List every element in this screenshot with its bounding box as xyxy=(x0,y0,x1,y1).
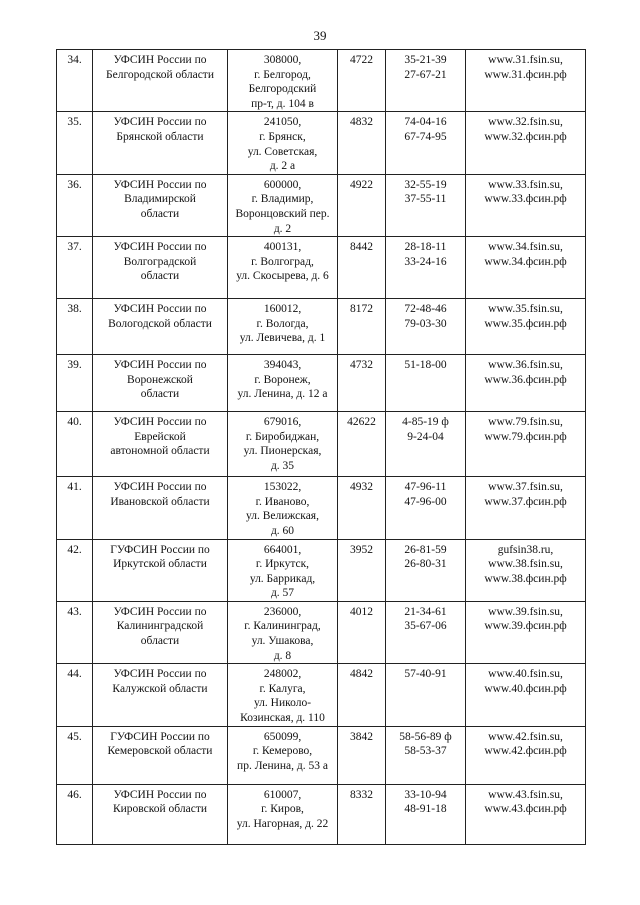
postal-address-line: г. Вологда, xyxy=(256,317,309,330)
phone-numbers-cell xyxy=(386,412,466,477)
row-number-cell: 35. xyxy=(57,112,93,174)
postal-address-cell xyxy=(228,412,338,477)
websites-line: www.38.fsin.su, xyxy=(488,558,563,571)
postal-address-line: 664001, xyxy=(263,543,302,556)
table-row xyxy=(57,50,586,112)
department-name-line: УФСИН России по xyxy=(113,241,207,254)
phone-code-cell: 8172 xyxy=(338,299,386,355)
postal-address-line: ул. Велижская, xyxy=(246,510,319,523)
websites-line: gufsin38.ru, xyxy=(497,543,554,556)
postal-address-cell xyxy=(228,112,338,174)
row-number-cell: 45. xyxy=(57,726,93,784)
phone-code-cell: 4932 xyxy=(338,477,386,539)
phone-numbers-cell xyxy=(386,355,466,412)
postal-address-line: 394043, xyxy=(263,359,302,372)
postal-address-line: г. Биробиджан, xyxy=(245,430,320,443)
department-name-line: ГУФСИН России по xyxy=(110,543,210,556)
postal-address-line: 160012, xyxy=(263,303,302,316)
table-row xyxy=(57,299,586,355)
phone-numbers-cell xyxy=(386,784,466,844)
postal-address-line: ул. Пионерская, xyxy=(243,445,322,458)
postal-address-line: ул. Советская, xyxy=(247,145,318,158)
department-name-line: УФСИН России по xyxy=(113,605,207,618)
department-name-line: Ивановской области xyxy=(110,495,210,508)
phone-numbers-line: 26-80-31 xyxy=(404,558,447,571)
row-number-cell: 46. xyxy=(57,784,93,844)
table-row xyxy=(57,112,586,174)
department-name-line: Калужской области xyxy=(112,682,208,695)
department-name-line: УФСИН России по xyxy=(113,178,207,191)
websites-line: www.39.фсин.рф xyxy=(484,620,567,633)
row-number-cell: 34. xyxy=(57,50,93,112)
postal-address-line: г. Киров, xyxy=(261,803,304,816)
websites-line: www.31.фсин.рф xyxy=(484,68,567,81)
phone-numbers-line: 4-85-19 ф xyxy=(402,416,449,429)
websites-line: www.40.фсин.рф xyxy=(484,682,567,695)
postal-address-line: д. 2 xyxy=(273,222,292,235)
table-row xyxy=(57,477,586,539)
phone-numbers-cell xyxy=(386,112,466,174)
table-row xyxy=(57,174,586,236)
phone-numbers-cell xyxy=(386,299,466,355)
websites-line: www.35.фсин.рф xyxy=(484,317,567,330)
websites-line: www.33.fsin.su, xyxy=(488,178,563,191)
postal-address-line: 600000, xyxy=(263,178,302,191)
postal-address-line: 679016, xyxy=(263,416,302,429)
department-name-line: УФСИН России по xyxy=(113,481,207,494)
postal-address-line: 650099, xyxy=(263,730,302,743)
phone-code-cell: 8442 xyxy=(338,237,386,299)
postal-address-line: пр. Ленина, д. 53 а xyxy=(237,759,328,772)
phone-numbers-line: 35-21-39 xyxy=(404,54,447,66)
websites-line: www.32.фсин.рф xyxy=(484,130,567,143)
phone-code-cell: 4732 xyxy=(338,355,386,412)
department-name-line: Владимирской xyxy=(124,193,196,206)
table-row xyxy=(57,237,586,299)
phone-numbers-cell xyxy=(386,539,466,601)
postal-address-line: ул. Ленина, д. 12 а xyxy=(237,388,328,401)
websites-line: www.79.fsin.su, xyxy=(488,416,563,429)
postal-address-line: г. Белгород, xyxy=(254,68,311,81)
postal-address-line: г. Калуга, xyxy=(259,682,306,695)
department-name-line: УФСИН России по xyxy=(113,416,207,429)
department-name-cell xyxy=(93,784,228,844)
postal-address-cell xyxy=(228,299,338,355)
postal-address-line: ул. Баррикад, xyxy=(249,572,316,585)
postal-address-line: г. Волгоград, xyxy=(251,255,314,268)
department-name-line: Иркутской области xyxy=(113,558,207,571)
department-name-cell xyxy=(93,726,228,784)
row-number-cell: 38. xyxy=(57,299,93,355)
phone-code-cell: 4722 xyxy=(338,50,386,112)
phone-numbers-line: 47-96-00 xyxy=(404,495,447,508)
websites-line: www.33.фсин.рф xyxy=(484,193,567,206)
phone-numbers-line: 58-53-37 xyxy=(404,745,447,758)
phone-numbers-line: 67-74-95 xyxy=(404,130,447,143)
phone-numbers-line: 48-91-18 xyxy=(404,803,447,816)
department-name-cell xyxy=(93,539,228,601)
table-row xyxy=(57,726,586,784)
department-name-cell xyxy=(93,355,228,412)
websites-cell xyxy=(466,539,586,601)
websites-line: www.36.fsin.su, xyxy=(488,359,563,372)
postal-address-line: д. 8 xyxy=(273,649,292,662)
websites-line: www.42.фсин.рф xyxy=(484,745,567,758)
row-number-cell: 39. xyxy=(57,355,93,412)
postal-address-cell xyxy=(228,477,338,539)
department-name-line: Калининградской xyxy=(116,620,204,633)
table-row xyxy=(57,539,586,601)
postal-address-line: 400131, xyxy=(263,241,302,254)
websites-cell xyxy=(466,412,586,477)
department-name-line: УФСИН России по xyxy=(113,359,207,372)
postal-address-cell xyxy=(228,237,338,299)
phone-numbers-line: 33-10-94 xyxy=(404,788,447,801)
row-number-cell: 44. xyxy=(57,664,93,726)
phone-numbers-line: 37-55-11 xyxy=(404,193,447,206)
websites-line: www.39.fsin.su, xyxy=(488,605,563,618)
phone-code-cell: 3952 xyxy=(338,539,386,601)
postal-address-cell xyxy=(228,726,338,784)
department-name-cell xyxy=(93,50,228,112)
table-row xyxy=(57,784,586,844)
postal-address-line: ул. Николо- xyxy=(253,697,312,710)
websites-line: www.43.fsin.su, xyxy=(488,788,563,801)
postal-address-line: 153022, xyxy=(263,481,302,494)
phone-code-cell: 4012 xyxy=(338,601,386,663)
table-body xyxy=(57,50,586,845)
department-name-line: УФСИН России по xyxy=(113,303,207,316)
phone-numbers-line: 74-04-16 xyxy=(404,116,447,129)
phone-numbers-cell xyxy=(386,174,466,236)
websites-line: www.38.фсин.рф xyxy=(484,572,567,585)
row-number-cell: 40. xyxy=(57,412,93,477)
websites-cell xyxy=(466,174,586,236)
department-name-line: УФСИН России по xyxy=(113,54,207,66)
department-name-line: области xyxy=(140,270,180,283)
websites-line: www.34.фсин.рф xyxy=(484,255,567,268)
department-name-cell xyxy=(93,412,228,477)
phone-numbers-line: 9-24-04 xyxy=(407,430,444,443)
phone-numbers-cell xyxy=(386,726,466,784)
phone-numbers-line: 21-34-61 xyxy=(404,605,447,618)
department-name-line: Брянской области xyxy=(116,130,204,143)
table-row xyxy=(57,412,586,477)
phone-numbers-line: 79-03-30 xyxy=(404,317,447,330)
postal-address-cell xyxy=(228,174,338,236)
phone-code-cell: 3842 xyxy=(338,726,386,784)
department-name-cell xyxy=(93,601,228,663)
postal-address-line: Белгородский xyxy=(248,83,317,96)
department-name-line: Кемеровской области xyxy=(107,745,213,758)
phone-numbers-line: 47-96-11 xyxy=(404,481,447,494)
postal-address-line: ул. Ушакова, xyxy=(251,635,314,648)
postal-address-line: г. Владимир, xyxy=(251,193,314,206)
table-row xyxy=(57,601,586,663)
row-number-cell: 42. xyxy=(57,539,93,601)
postal-address-cell xyxy=(228,664,338,726)
phone-numbers-line: 35-67-06 xyxy=(404,620,447,633)
postal-address-line: г. Иваново, xyxy=(255,495,310,508)
department-name-line: Вологодской области xyxy=(108,317,212,330)
websites-line: www.42.fsin.su, xyxy=(488,730,563,743)
department-name-cell xyxy=(93,174,228,236)
phone-numbers-cell xyxy=(386,477,466,539)
table-row xyxy=(57,355,586,412)
department-name-line: Волгоградской xyxy=(123,255,197,268)
postal-address-line: г. Калининград, xyxy=(244,620,321,633)
phone-numbers-line: 28-18-11 xyxy=(404,241,447,254)
postal-address-line: д. 60 xyxy=(270,524,295,537)
phone-code-cell: 4842 xyxy=(338,664,386,726)
websites-line: www.43.фсин.рф xyxy=(484,803,567,816)
postal-address-line: пр-т, д. 104 в xyxy=(251,97,314,110)
postal-address-cell xyxy=(228,50,338,112)
postal-address-cell xyxy=(228,601,338,663)
department-name-line: области xyxy=(140,388,180,401)
department-name-line: Кировской области xyxy=(112,803,208,816)
websites-cell xyxy=(466,477,586,539)
websites-cell xyxy=(466,726,586,784)
websites-line: www.36.фсин.рф xyxy=(484,373,567,386)
phone-numbers-line: 27-67-21 xyxy=(404,68,447,81)
postal-address-line: ул. Левичева, д. 1 xyxy=(239,332,326,345)
phone-numbers-line: 32-55-19 xyxy=(404,178,447,191)
department-name-line: Еврейской xyxy=(134,430,186,443)
department-name-line: области xyxy=(140,207,180,220)
websites-line: www.32.fsin.su, xyxy=(488,116,563,129)
postal-address-line: ул. Нагорная, д. 22 xyxy=(236,817,329,830)
websites-line: www.34.fsin.su, xyxy=(488,241,563,254)
page-number: 39 xyxy=(313,28,327,43)
postal-address-cell xyxy=(228,539,338,601)
phone-numbers-line: 57-40-91 xyxy=(404,668,447,681)
phone-code-cell: 4922 xyxy=(338,174,386,236)
websites-line: www.35.fsin.su, xyxy=(488,303,563,316)
postal-address-line: г. Воронеж, xyxy=(254,373,311,386)
websites-line: www.79.фсин.рф xyxy=(484,430,567,443)
fsin-directory-table xyxy=(56,49,586,845)
phone-numbers-line: 72-48-46 xyxy=(404,303,447,316)
postal-address-line: 610007, xyxy=(263,788,302,801)
department-name-line: ГУФСИН России по xyxy=(110,730,210,743)
postal-address-line: 248002, xyxy=(263,668,302,681)
department-name-cell xyxy=(93,112,228,174)
phone-numbers-line: 33-24-16 xyxy=(404,255,447,268)
postal-address-cell xyxy=(228,784,338,844)
postal-address-line: 236000, xyxy=(263,605,302,618)
department-name-line: Белгородской области xyxy=(106,68,214,81)
websites-line: www.37.fsin.su, xyxy=(488,481,563,494)
postal-address-line: д. 57 xyxy=(270,587,295,600)
postal-address-line: г. Иркутск, xyxy=(255,558,310,571)
websites-cell xyxy=(466,664,586,726)
websites-line: www.37.фсин.рф xyxy=(484,495,567,508)
department-name-cell xyxy=(93,664,228,726)
row-number-cell: 41. xyxy=(57,477,93,539)
phone-numbers-line: 58-56-89 ф xyxy=(399,730,452,743)
department-name-cell xyxy=(93,299,228,355)
department-name-cell xyxy=(93,237,228,299)
postal-address-cell xyxy=(228,355,338,412)
postal-address-line: 241050, xyxy=(263,116,302,129)
postal-address-line: г. Брянск, xyxy=(259,130,306,143)
row-number-cell: 37. xyxy=(57,237,93,299)
postal-address-line: д. 2 а xyxy=(269,160,296,173)
phone-code-cell: 42622 xyxy=(338,412,386,477)
phone-numbers-line: 51-18-00 xyxy=(404,359,447,372)
phone-numbers-cell xyxy=(386,601,466,663)
postal-address-line: Козинская, д. 110 xyxy=(240,712,325,725)
department-name-line: УФСИН России по xyxy=(113,668,207,681)
phone-code-cell: 8332 xyxy=(338,784,386,844)
websites-cell xyxy=(466,299,586,355)
phone-numbers-line: 26-81-59 xyxy=(404,543,447,556)
phone-numbers-cell xyxy=(386,237,466,299)
websites-cell xyxy=(466,355,586,412)
postal-address-line: г. Кемерово, xyxy=(252,745,313,758)
websites-cell xyxy=(466,601,586,663)
postal-address-line: 308000, xyxy=(263,54,302,66)
websites-cell xyxy=(466,112,586,174)
websites-cell xyxy=(466,784,586,844)
websites-line: www.40.fsin.su, xyxy=(488,668,563,681)
department-name-cell xyxy=(93,477,228,539)
department-name-line: УФСИН России по xyxy=(113,116,207,129)
row-number-cell: 43. xyxy=(57,601,93,663)
row-number-cell: 36. xyxy=(57,174,93,236)
websites-line: www.31.fsin.su, xyxy=(488,54,563,66)
phone-code-cell: 4832 xyxy=(338,112,386,174)
websites-cell xyxy=(466,237,586,299)
department-name-line: автономной области xyxy=(110,445,210,458)
department-name-line: области xyxy=(140,635,180,648)
phone-numbers-cell xyxy=(386,50,466,112)
postal-address-line: д. 35 xyxy=(270,459,295,472)
department-name-line: Воронежской xyxy=(127,373,193,386)
department-name-line: УФСИН России по xyxy=(113,788,207,801)
phone-numbers-cell xyxy=(386,664,466,726)
postal-address-line: Воронцовский пер. xyxy=(235,207,330,220)
table-row xyxy=(57,664,586,726)
websites-cell xyxy=(466,50,586,112)
postal-address-line: ул. Скосырева, д. 6 xyxy=(236,270,329,283)
